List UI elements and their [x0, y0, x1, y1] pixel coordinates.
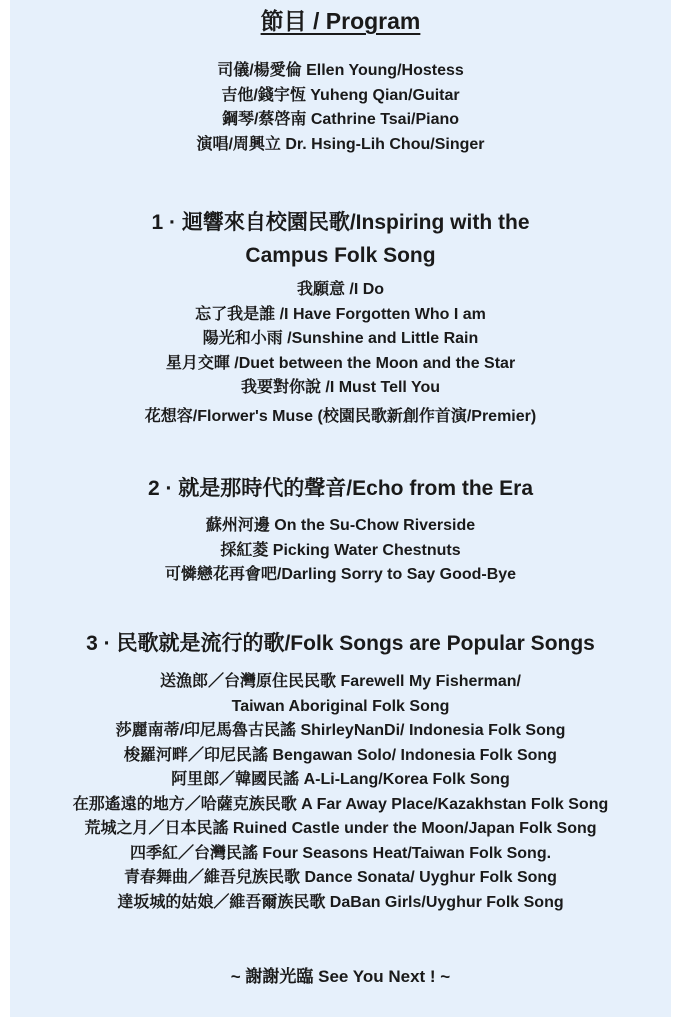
section-heading-line: 1 · 迴響來自校園民歌/Inspiring with the [151, 211, 530, 234]
premier-song-item: 花想容/Florwer's Muse (校園民歌新創作首演/Premier) [144, 408, 537, 425]
section-1-premier [10, 405, 671, 430]
performers-list [10, 59, 671, 157]
section-heading-line: 2 · 就是那時代的聲音/Echo from the Era [147, 477, 534, 500]
section-3-songs [10, 670, 671, 915]
song-item: 採紅菱 Picking Water Chestnuts [220, 541, 461, 559]
song-item: 星月交暉 /Duet between the Moon and the Star [165, 354, 516, 372]
song-item: 達坂城的姑娘／維吾爾族民歌 DaBan Girls/Uyghur Folk Song [117, 893, 564, 911]
section-1-heading [10, 206, 671, 272]
section-heading-line: Campus Folk Song [245, 244, 436, 267]
song-item: 四季紅／台灣民謠 Four Seasons Heat/Taiwan Folk Song. [129, 844, 552, 862]
song-item: 梭羅河畔／印尼民謠 Bengawan Solo/ Indonesia Folk Song [124, 746, 557, 764]
section-2-songs [10, 514, 671, 588]
song-item: 在那遙遠的地方／哈薩克族民歌 A Far Away Place/Kazakhstan Folk Song [72, 795, 609, 813]
song-item: 荒城之月／日本民謠 Ruined Castle under the Moon/Japan Folk Song [84, 820, 597, 837]
section-2-heading [10, 472, 671, 505]
closing-text: ~ 謝謝光臨 See You Next ! ~ [230, 967, 451, 986]
program-page [10, 0, 671, 1017]
section-1-songs [10, 278, 671, 401]
section-heading-line: 3 · 民歌就是流行的歌/Folk Songs are Popular Songs [86, 632, 595, 655]
performer-line: 吉他/錢宇恆 Yuheng Qian/Guitar [221, 86, 460, 104]
performer-line: 演唱/周興立 Dr. Hsing-Lih Chou/Singer [196, 135, 485, 153]
song-item: 可憐戀花再會吧/Darling Sorry to Say Good-Bye [164, 566, 517, 583]
song-item: 我願意 /I Do [296, 281, 385, 298]
song-item: 忘了我是誰 /I Have Forgotten Who I am [195, 305, 486, 323]
section-3-heading [10, 627, 671, 660]
song-item: 莎麗南蒂/印尼馬魯古民謠 ShirleyNanDi/ Indonesia Folk Song [115, 722, 566, 739]
song-item: Taiwan Aboriginal Folk Song [231, 697, 450, 715]
performer-line: 司儀/楊愛倫 Ellen Young/Hostess [217, 62, 464, 79]
song-item: 蘇州河邊 On the Su-Chow Riverside [205, 517, 476, 534]
closing-line [10, 962, 671, 987]
song-item: 阿里郎／韓國民謠 A-Li-Lang/Korea Folk Song [171, 771, 510, 788]
song-item: 我要對你說 /I Must Tell You [240, 379, 441, 396]
song-item: 青春舞曲／維吾兒族民歌 Dance Sonata/ Uyghur Folk Song [124, 869, 557, 886]
song-item: 陽光和小雨 /Sunshine and Little Rain [202, 330, 479, 347]
song-item: 送漁郎／台灣原住民民歌 Farewell My Fisherman/ [160, 673, 521, 690]
performer-line: 鋼琴/蔡啓南 Cathrine Tsai/Piano [221, 111, 460, 128]
program-title: 節目 / Program [260, 8, 421, 34]
